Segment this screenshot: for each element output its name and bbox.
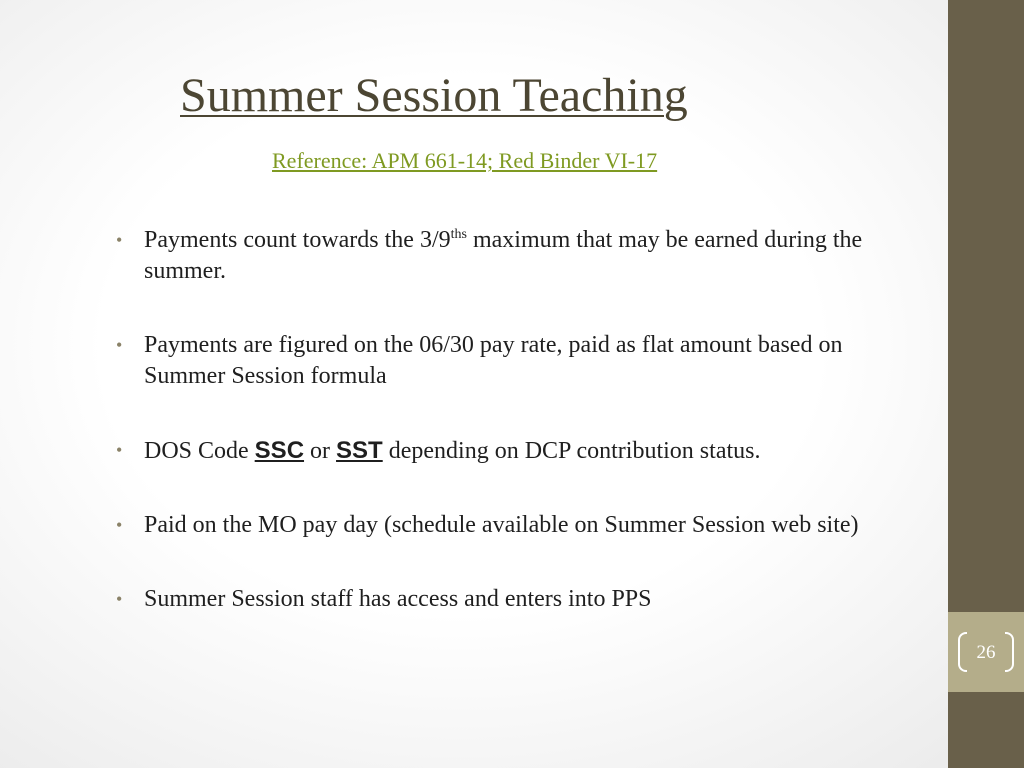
bullet-icon: • bbox=[116, 440, 123, 460]
dos-code-ssc: SSC bbox=[254, 437, 305, 464]
bullet-item bbox=[116, 510, 916, 541]
right-bracket-icon bbox=[1005, 632, 1014, 672]
bullet-icon: • bbox=[116, 335, 123, 355]
bullet-text: DOS Code bbox=[144, 438, 255, 464]
bullet-icon: • bbox=[116, 230, 123, 250]
bullet-text: Payments count towards the 3/9 bbox=[144, 227, 451, 253]
slide-title: Summer Session Teaching bbox=[180, 69, 688, 122]
bullet-text: Summer Session staff has access and enters into PPS bbox=[144, 586, 652, 612]
reference-link[interactable]: Reference: APM 661-14; Red Binder VI-17 bbox=[272, 148, 658, 173]
bullet-list bbox=[116, 225, 916, 658]
bullet-icon: • bbox=[116, 589, 123, 609]
bullet-text: Paid on the MO pay day (schedule available on Summer Session web site) bbox=[144, 512, 859, 538]
page-number-box bbox=[948, 612, 1024, 692]
bullet-item bbox=[116, 225, 916, 287]
page-number: 26 bbox=[976, 642, 996, 663]
bullet-item bbox=[116, 435, 916, 467]
bullet-text: depending on DCP contribution status. bbox=[382, 438, 761, 464]
bullet-text: Payments are figured on the 06/30 pay rate, paid as flat amount based on Summer Session formula bbox=[144, 332, 843, 389]
bullet-text: or bbox=[304, 438, 337, 464]
bullet-superscript: ths bbox=[450, 227, 467, 242]
bullet-icon: • bbox=[116, 515, 123, 535]
bullet-text: maximum that may be earned during the summer. bbox=[144, 227, 863, 284]
bullet-item bbox=[116, 330, 916, 392]
bullet-item bbox=[116, 584, 916, 615]
dos-code-sst: SST bbox=[336, 437, 383, 464]
